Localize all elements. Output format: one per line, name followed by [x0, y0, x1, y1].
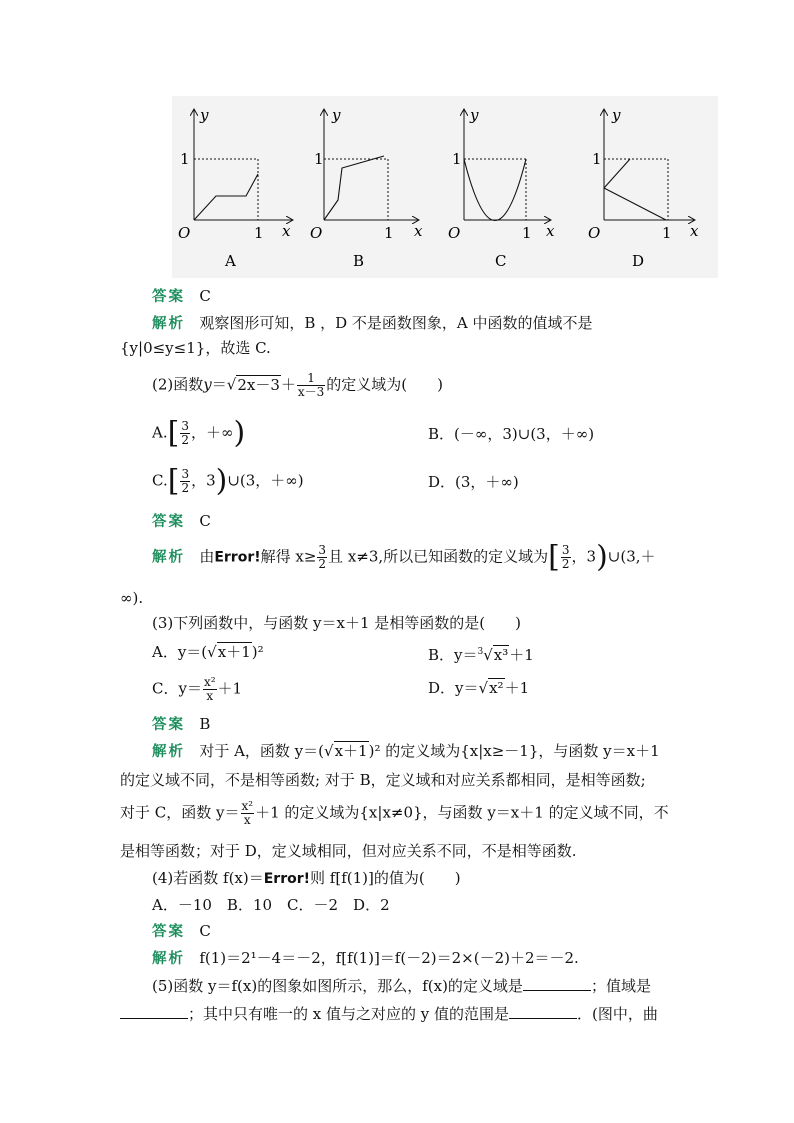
q3-analysis-line-2: 的定义域不同，不是相等函数; 对于 B，定义域和对应关系都相同，是相等函数;	[120, 771, 646, 789]
q2-answer-line	[152, 511, 211, 532]
frac-den: 2	[318, 557, 327, 571]
q2-num: 1	[297, 372, 325, 386]
axis-y-label: y	[200, 106, 209, 124]
function-graphs-figure	[172, 96, 718, 278]
answer-value: C	[199, 512, 211, 530]
axis-y-label: y	[332, 106, 341, 124]
answer-blank[interactable]	[509, 1004, 577, 1019]
q5-text: ．(图中，曲	[577, 1005, 658, 1023]
analysis-text: 观察图形可知，B ，D 不是函数图象，A 中函数的值域不是	[199, 314, 593, 332]
analysis-tag: 解析	[152, 316, 185, 332]
q4-analysis-line	[152, 948, 579, 969]
q3-analysis-line-4: 是相等函数；对于 D，定义域相同，但对应关系不同，不是相等函数.	[120, 842, 577, 860]
q3-answer-line	[152, 714, 210, 735]
q5-line-2	[120, 1004, 658, 1024]
q5-text: ；值域是	[590, 977, 651, 995]
q2-stem: (2)函数y＝√2x－3＋ $\frac{1}{x-3}$ 的定义域为( )	[152, 371, 443, 399]
option-rest: ，＋∞	[190, 423, 234, 442]
q2-fraction	[297, 372, 325, 399]
analysis-text: 且 x≠3,所以已知函数的定义域为	[328, 547, 549, 566]
q4-stem	[152, 868, 461, 889]
panel-label-b: B	[353, 252, 365, 270]
tick-one-x: 1	[384, 224, 394, 242]
axis-y-label: y	[470, 106, 479, 124]
axis-y-label: y	[612, 106, 621, 124]
answer-tag: 答案	[152, 289, 185, 305]
q2-analysis-line: 解析 由Error!解得 x≥ $\frac{3}{2}$ 且 x≠3,所以已知函数的定义域为[ $\frac{3}{2}$ ，3)∪(3,＋	[152, 539, 656, 575]
frac-den: 2	[181, 433, 189, 447]
answer-tag: 答案	[152, 717, 185, 733]
tick-one-y: 1	[592, 150, 602, 168]
q5-text: (5)函数 y＝f(x)的图象如图所示，那么，f(x)的定义域是	[152, 977, 523, 995]
panel-label-d: D	[632, 252, 645, 270]
frac-den: x	[243, 813, 251, 827]
option-radicand: x³	[493, 646, 509, 664]
tick-one-y: 1	[452, 150, 462, 168]
tick-one-y: 1	[180, 150, 190, 168]
q3-analysis-line-1: 解析 对于 A，函数 y＝(√x＋1)² 的定义域为{x|x≥－1}，与函数 y＝x＋1	[152, 742, 660, 760]
analysis-text: )² 的定义域为{x|x≥－1}，与函数 y＝x＋1	[368, 742, 660, 760]
q2-option-c: C.[ $\frac{3}{2}$ ，3)∪(3，＋∞)	[152, 463, 304, 499]
q3-analysis-line-3	[120, 800, 669, 827]
answer-tag: 答案	[152, 924, 185, 940]
analysis-text: f(1)＝2¹－4＝－2，f[f(1)]＝f(－2)＝2×(－2)＋2＝－2.	[199, 949, 579, 967]
stem-text: (4)若函数 f(x)＝	[152, 869, 264, 887]
analysis-text: 解得 x≥	[260, 547, 317, 566]
origin-label: O	[310, 224, 323, 242]
tick-one-x: 1	[522, 224, 532, 242]
q1-answer-line	[152, 286, 211, 307]
axis-x-label: x	[690, 222, 699, 240]
graphs-svg	[172, 96, 718, 278]
q2-eq: ＝	[211, 375, 227, 394]
option-post: ＋1	[504, 679, 530, 697]
graph-panel-c	[448, 106, 555, 270]
q2-option-a: A.[ $\frac{3}{2}$ ，＋∞)	[152, 415, 246, 451]
panel-label-c: C	[495, 252, 507, 270]
q1-analysis-line-2: {y|0≤y≤1}，故选 C.	[120, 339, 271, 357]
q3-option-b: B．y＝$^3$√x³＋1	[428, 646, 534, 664]
answer-blank[interactable]	[523, 976, 591, 991]
stem-text: 则 f[f(1)]的值为( )	[310, 869, 461, 887]
analysis-tag: 解析	[152, 744, 185, 760]
answer-value: C	[199, 287, 211, 305]
tick-one-x: 1	[662, 224, 672, 242]
frac-num: 3	[181, 467, 190, 481]
option-label: C.	[152, 471, 168, 490]
q2-prefix: (2)函数	[152, 375, 204, 394]
answer-blank[interactable]	[120, 1004, 188, 1019]
analysis-text: 对于 C，函数 y＝	[120, 803, 240, 822]
axis-x-label: x	[414, 222, 423, 240]
option-pre: A．y＝(	[152, 643, 208, 661]
error-token: Error!	[263, 871, 311, 887]
axis-x-label: x	[546, 222, 555, 240]
q5-text: ；其中只有唯一的 x 值与之对应的 y 值的范围是	[188, 1005, 510, 1023]
q4-answer-line	[152, 921, 211, 942]
analysis-text: ＋1 的定义域为{x|x≠0}，与函数 y＝x＋1 的定义域不同，不	[255, 803, 669, 822]
frac-den: 2	[181, 481, 190, 495]
answer-value: B	[199, 715, 211, 733]
q4-options: A．－10 B．10 C．－2 D．2	[152, 896, 390, 914]
answer-value: C	[199, 922, 211, 940]
q3-option-c	[152, 676, 242, 703]
error-token: Error!	[214, 549, 261, 566]
frac-den: x	[206, 689, 214, 703]
frac-den: 2	[561, 557, 570, 571]
axis-x-label: x	[282, 222, 291, 240]
q2-suffix: 的定义域为( )	[326, 375, 443, 394]
q3-option-a: A．y＝(√x＋1)²	[152, 643, 264, 661]
frac-num: x²	[241, 799, 254, 813]
graph-panel-a	[178, 106, 292, 270]
frac-num: x²	[203, 675, 216, 689]
q2-radicand: 2x－3	[237, 375, 280, 394]
option-pre: D．y＝	[428, 679, 479, 697]
frac-num: 3	[318, 543, 327, 557]
origin-label: O	[448, 224, 461, 242]
analysis-tag: 解析	[152, 549, 185, 566]
analysis-text: ，3	[571, 547, 597, 566]
answer-tag: 答案	[152, 514, 185, 530]
q3-stem: (3)下列函数中，与函数 y＝x＋1 是相等函数的是( )	[152, 614, 521, 632]
q2-analysis-line-2: ∞).	[120, 589, 144, 607]
analysis-radicand: x＋1	[334, 742, 368, 760]
q2-y: y	[203, 375, 212, 394]
option-radicand: x＋1	[217, 643, 251, 661]
analysis-text: 由	[199, 547, 215, 566]
q1-analysis-line	[152, 313, 593, 334]
origin-label: O	[178, 224, 191, 242]
analysis-tag: 解析	[152, 951, 185, 967]
option-pre: C．y＝	[152, 679, 202, 698]
q2-den: x－3	[297, 385, 325, 399]
tick-one-y: 1	[314, 150, 324, 168]
q2-plus: ＋	[280, 375, 296, 394]
option-post: ＋1	[509, 646, 534, 664]
graph-panel-d	[588, 106, 699, 270]
panel-label-a: A	[225, 252, 236, 270]
option-label: A.	[152, 423, 168, 442]
q2-option-d: D．(3，＋∞)	[428, 473, 519, 491]
root-index: 3	[477, 647, 484, 657]
option-rest: ，3	[191, 471, 216, 490]
graph-panel-b	[310, 106, 423, 270]
origin-label: O	[588, 224, 601, 242]
q5-line-1	[152, 976, 651, 996]
option-pre: B．y＝	[428, 646, 478, 664]
option-post: ＋1	[217, 679, 243, 698]
option-radicand: x²	[489, 679, 504, 697]
q2-option-b: B．(－∞，3)∪(3，＋∞)	[428, 425, 595, 443]
tick-one-x: 1	[254, 224, 264, 242]
analysis-text: ∪(3,＋	[607, 547, 656, 566]
q3-option-d: D．y＝√x²＋1	[428, 679, 530, 697]
option-tail: ∪(3，＋∞)	[227, 471, 304, 490]
frac-num: 3	[561, 543, 570, 557]
option-post: )²	[251, 643, 264, 661]
frac-num: 3	[181, 419, 189, 433]
analysis-text: 对于 A，函数 y＝(	[199, 742, 325, 760]
